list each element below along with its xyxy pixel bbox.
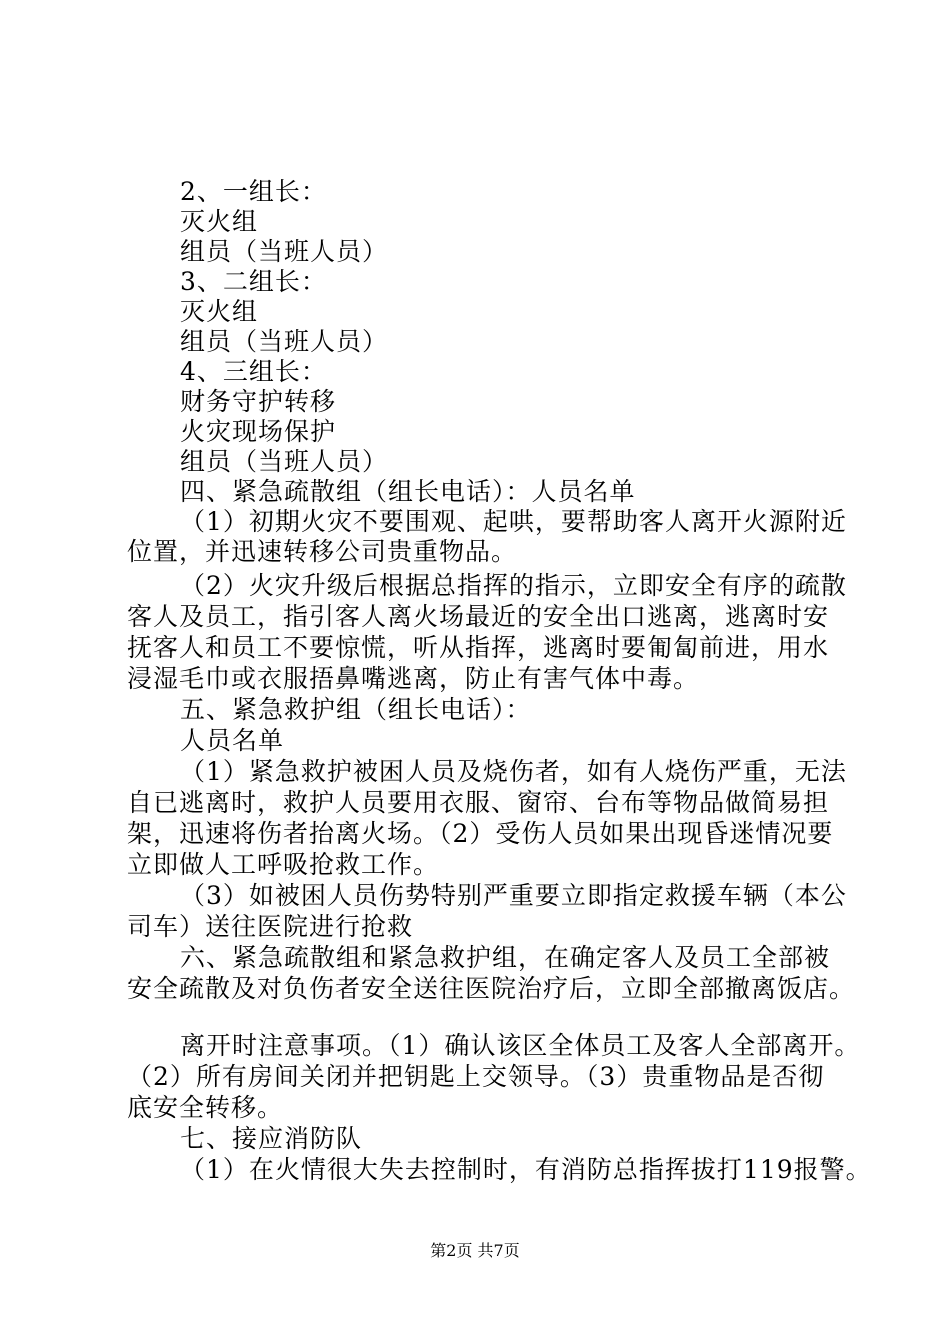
text-line: （1）在火情很大失去控制时，有消防总指挥拔打119报警。 xyxy=(180,1155,872,1184)
text-line: 安全疏散及对负伤者安全送往医院治疗后，立即全部撤离饭店。 xyxy=(127,974,856,1003)
section-heading: 七、接应消防队 xyxy=(180,1124,363,1153)
text-line: 组员（当班人员） xyxy=(180,447,389,476)
text-line: 财务守护转移 xyxy=(180,387,337,416)
text-line: （3）如被困人员伤势特别严重要立即指定救援车辆（本公 xyxy=(180,881,847,910)
text-line: 2、一组长： xyxy=(180,177,327,206)
text-line: 4、三组长： xyxy=(180,357,327,386)
text-line: 客人及员工，指引客人离火场最近的安全出口逃离，逃离时安 xyxy=(127,602,830,631)
text-line: 火灾现场保护 xyxy=(180,417,337,446)
text-line: 架，迅速将伤者抬离火场。（2）受伤人员如果出现昏迷情况要 xyxy=(127,819,834,848)
text-line: 底安全转移。 xyxy=(127,1093,284,1122)
text-line: 司车）送往医院进行抢救 xyxy=(127,912,414,941)
text-line: （1）紧急救护被困人员及烧伤者，如有人烧伤严重，无法 xyxy=(180,757,847,786)
text-line: 离开时注意事项。（1）确认该区全体员工及客人全部离开。 xyxy=(180,1031,861,1060)
text-line: 3、二组长： xyxy=(180,267,327,296)
text-line: 人员名单 xyxy=(180,726,285,755)
text-line: （2）所有房间关闭并把钥匙上交领导。（3）贵重物品是否彻 xyxy=(127,1062,825,1091)
page-footer: 第2页 共7页 xyxy=(430,1241,520,1260)
section-heading: 四、紧急疏散组（组长电话）：人员名单 xyxy=(180,477,636,506)
text-line: 抚客人和员工不要惊慌，听从指挥，逃离时要匍匐前进，用水 xyxy=(127,633,830,662)
text-line: 灭火组 xyxy=(180,207,259,236)
text-line: 自已逃离时，救护人员要用衣服、窗帘、台布等物品做简易担 xyxy=(127,788,830,817)
section-heading: 六、紧急疏散组和紧急救护组，在确定客人及员工全部被 xyxy=(180,943,831,972)
text-line: 组员（当班人员） xyxy=(180,327,389,356)
text-line: （1）初期火灾不要围观、起哄，要帮助客人离开火源附近 xyxy=(180,507,847,536)
text-line: 组员（当班人员） xyxy=(180,237,389,266)
text-line: 浸湿毛巾或衣服捂鼻嘴逃离，防止有害气体中毒。 xyxy=(127,664,700,693)
text-line: 灭火组 xyxy=(180,297,259,326)
text-line: （2）火灾升级后根据总指挥的指示，立即安全有序的疏散 xyxy=(180,571,847,600)
section-heading: 五、紧急救护组（组长电话）： xyxy=(180,695,532,724)
text-line: 立即做人工呼吸抢救工作。 xyxy=(127,850,440,879)
text-line: 位置，并迅速转移公司贵重物品。 xyxy=(127,537,518,566)
